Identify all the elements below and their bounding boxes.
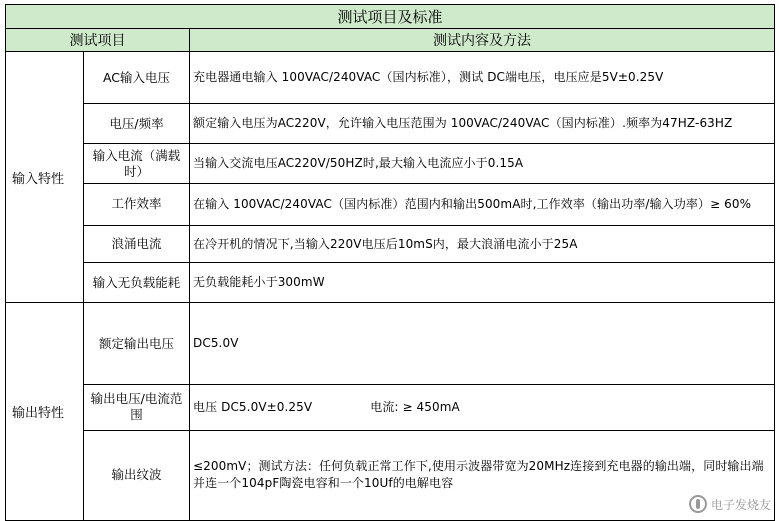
desc-no-load-power: 无负载能耗小于300mW (190, 263, 775, 303)
table-row (6, 430, 775, 520)
desc-output-current: 电流: ≥ 450mA (370, 399, 460, 414)
item-output-ripple: 输出纹波 (84, 430, 190, 520)
desc-output-range (190, 384, 775, 430)
table-row (6, 263, 775, 303)
item-no-load-power: 输入无负载能耗 (84, 263, 190, 303)
header-row (6, 29, 775, 52)
table-row (6, 52, 775, 104)
table-row (6, 303, 775, 385)
desc-input-current: 当输入交流电压AC220V/50HZ时,最大输入电流应小于0.15A (190, 144, 775, 184)
watermark (689, 495, 771, 513)
category-output: 输出特性 (6, 303, 84, 521)
desc-output-voltage: 电压 DC5.0V±0.25V (193, 399, 313, 414)
watermark-logo-icon (689, 495, 707, 513)
item-ac-input-voltage: AC输入电压 (84, 52, 190, 104)
desc-rated-output-voltage: DC5.0V (190, 303, 775, 385)
desc-inrush-current: 在冷开机的情况下,当输入220V电压后10mS内，最大浪涌电流小于25A (190, 225, 775, 263)
desc-output-ripple: ≤200mV；测试方法：任何负载正常工作下,使用示波器带宽为20MHz连接到充电器的输出端，同时输出端并连一个104pF陶瓷电容和一个10Uf的电解电容 (190, 430, 775, 520)
desc-ac-input-voltage: 充电器通电输入 100VAC/240VAC（国内标准），测试 DC端电压，电压应是5V±0.25V (190, 52, 775, 104)
item-efficiency: 工作效率 (84, 183, 190, 225)
test-standard-table (5, 4, 775, 521)
table-row (6, 104, 775, 144)
item-voltage-frequency: 电压/频率 (84, 104, 190, 144)
table-row (6, 384, 775, 430)
item-inrush-current: 浪涌电流 (84, 225, 190, 263)
title-row (6, 5, 775, 29)
watermark-text: 电子发烧友 (710, 497, 771, 512)
item-input-current: 输入电流（满载时） (84, 144, 190, 184)
header-test-item: 测试项目 (6, 29, 190, 52)
desc-voltage-frequency: 额定输入电压为AC220V，允许输入电压范围为 100VAC/240VAC（国内标准）.频率为47HZ-63HZ (190, 104, 775, 144)
desc-efficiency: 在输入 100VAC/240VAC（国内标准）范围内和输出500mA时,工作效率（输出功率/输入功率）≥ 60% (190, 183, 775, 225)
table-row (6, 183, 775, 225)
table-row (6, 144, 775, 184)
category-input: 输入特性 (6, 52, 84, 303)
item-output-range: 输出电压/电流范围 (84, 384, 190, 430)
table-title: 测试项目及标准 (6, 5, 775, 29)
header-test-content: 测试内容及方法 (190, 29, 775, 52)
item-rated-output-voltage: 额定输出电压 (84, 303, 190, 385)
table-row (6, 225, 775, 263)
